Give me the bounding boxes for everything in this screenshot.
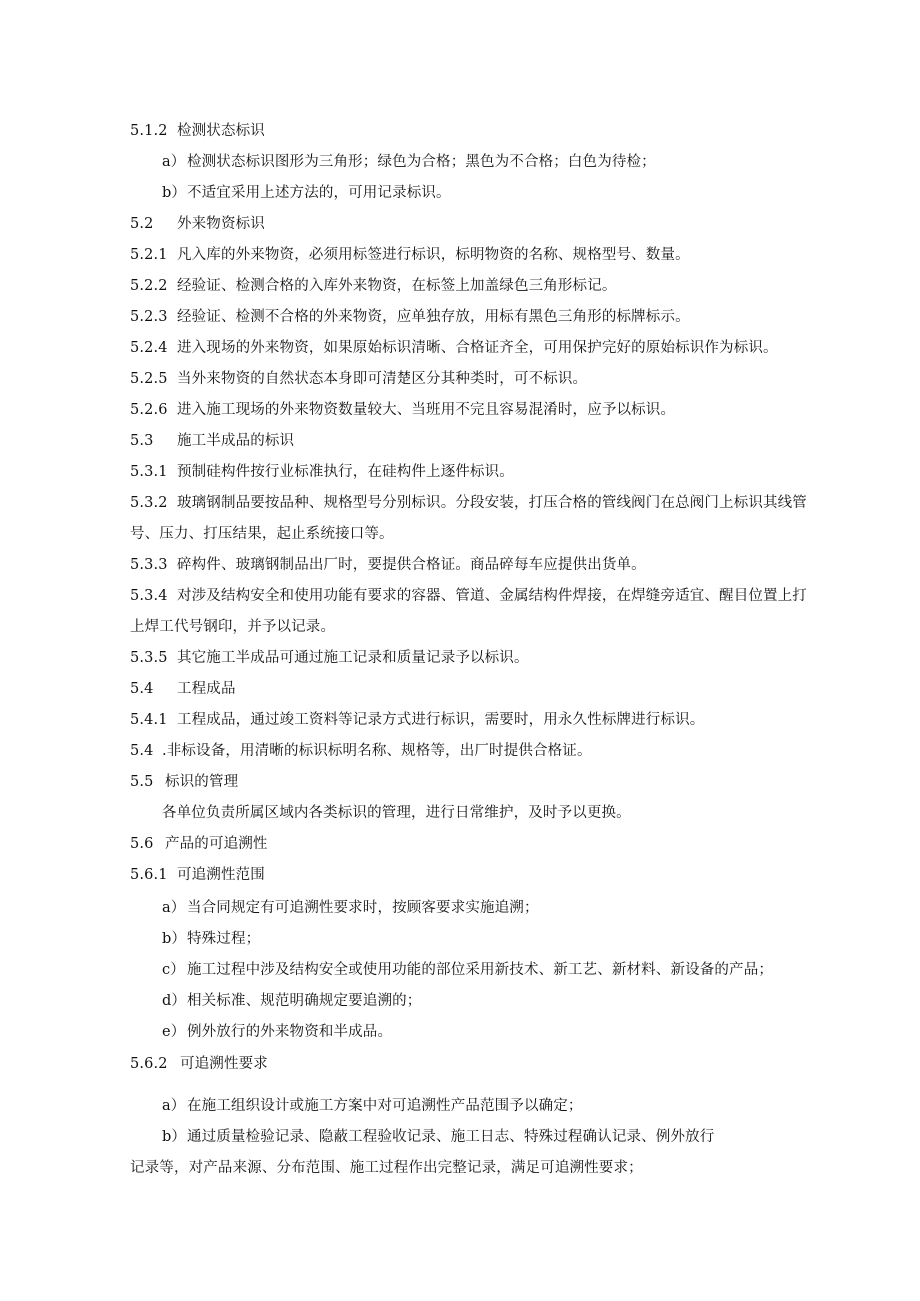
list-item: a） 当合同规定有可追溯性要求时，按顾客要求实施追溯；: [162, 900, 539, 916]
paragraph: 5.2.6 进入施工现场的外来物资数量较大、当班用不完且容易混淆时，应予以标识。: [130, 402, 676, 418]
paragraph: 各单位负责所属区域内各类标识的管理，进行日常维护，及时予以更换。: [162, 805, 631, 821]
section-heading: 5.6.2 可追溯性要求: [130, 1056, 268, 1072]
paragraph: 5.2.2 经验证、检测合格的入库外来物资，在标签上加盖绿色三角形标记。: [130, 278, 617, 294]
section-heading: 5.5 标识的管理: [130, 774, 239, 790]
section-heading: 5.6 产品的可追溯性: [130, 836, 268, 852]
paragraph: 5.3.5 其它施工半成品可通过施工记录和质量记录予以标识。: [130, 650, 529, 666]
section-heading: 5.2 外来物资标识: [130, 216, 265, 232]
list-item: e） 例外放行的外来物资和半成品。: [162, 1024, 393, 1040]
paragraph: 5.3.4 对涉及结构安全和使用功能有要求的容器、管道、金属结构件焊接，在焊缝旁适宜、醒目位置上打: [130, 588, 807, 604]
paragraph: 5.2.5 当外来物资的自然状态本身即可清楚区分其种类时，可不标识。: [130, 371, 588, 387]
section-heading: 5.4 工程成品: [130, 681, 236, 697]
list-item: b）不适宜采用上述方法的，可用记录标识。: [162, 185, 451, 201]
paragraph: 5.3.2 玻璃钢制品要按品种、规格型号分别标识。分段安装，打压合格的管线阀门在总阀门上标识其线管: [130, 495, 807, 511]
paragraph: 5.3.3 碎构件、玻璃钢制品出厂时，要提供合格证。商品碎每车应提供出货单。: [130, 557, 646, 573]
section-heading: 5.1.2 检测状态标识: [130, 123, 265, 139]
paragraph-continuation: 号、压力、打压结果，起止系统接口等。: [130, 526, 394, 542]
list-item-continuation: 记录等，对产品来源、分布范围、施工过程作出完整记录，满足可追溯性要求；: [130, 1160, 643, 1176]
paragraph: 5.2.3 经验证、检测不合格的外来物资，应单独存放，用标有黑色三角形的标牌标示。: [130, 309, 690, 325]
list-item: a） 检测状态标识图形为三角形；绿色为合格；黑色为不合格；白色为待检；: [162, 154, 656, 170]
paragraph: 5.4.1 工程成品，通过竣工资料等记录方式进行标识，需要时，用永久性标牌进行标识。: [130, 712, 705, 728]
list-item: b）特殊过程；: [162, 931, 261, 947]
section-heading: 5.3 施工半成品的标识: [130, 433, 295, 449]
paragraph: 5.3.1 预制硅构件按行业标准执行，在硅构件上逐件标识。: [130, 464, 514, 480]
list-item: d）相关标准、规范明确规定要追溯的；: [162, 993, 422, 1009]
paragraph: 5.2.4 进入现场的外来物资，如果原始标识清晰、合格证齐全，可用保护完好的原始标识作为标识。: [130, 340, 778, 356]
list-item: b）通过质量检验记录、隐蔽工程验收记录、施工日志、特殊过程确认记录、例外放行: [162, 1129, 715, 1145]
paragraph: 5.4 .非标设备，用清晰的标识标明名称、规格等，出厂时提供合格证。: [130, 743, 592, 759]
paragraph: 5.2.1 凡入库的外来物资，必须用标签进行标识，标明物资的名称、规格型号、数量。: [130, 247, 690, 263]
section-heading: 5.6.1 可追溯性范围: [130, 867, 265, 883]
list-item: a） 在施工组织设计或施工方案中对可追溯性产品范围予以确定；: [162, 1098, 583, 1114]
list-item: c） 施工过程中涉及结构安全或使用功能的部位采用新技术、新工艺、新材料、新设备的产品；: [162, 962, 773, 978]
paragraph-continuation: 上焊工代号钢印，并予以记录。: [130, 619, 336, 635]
